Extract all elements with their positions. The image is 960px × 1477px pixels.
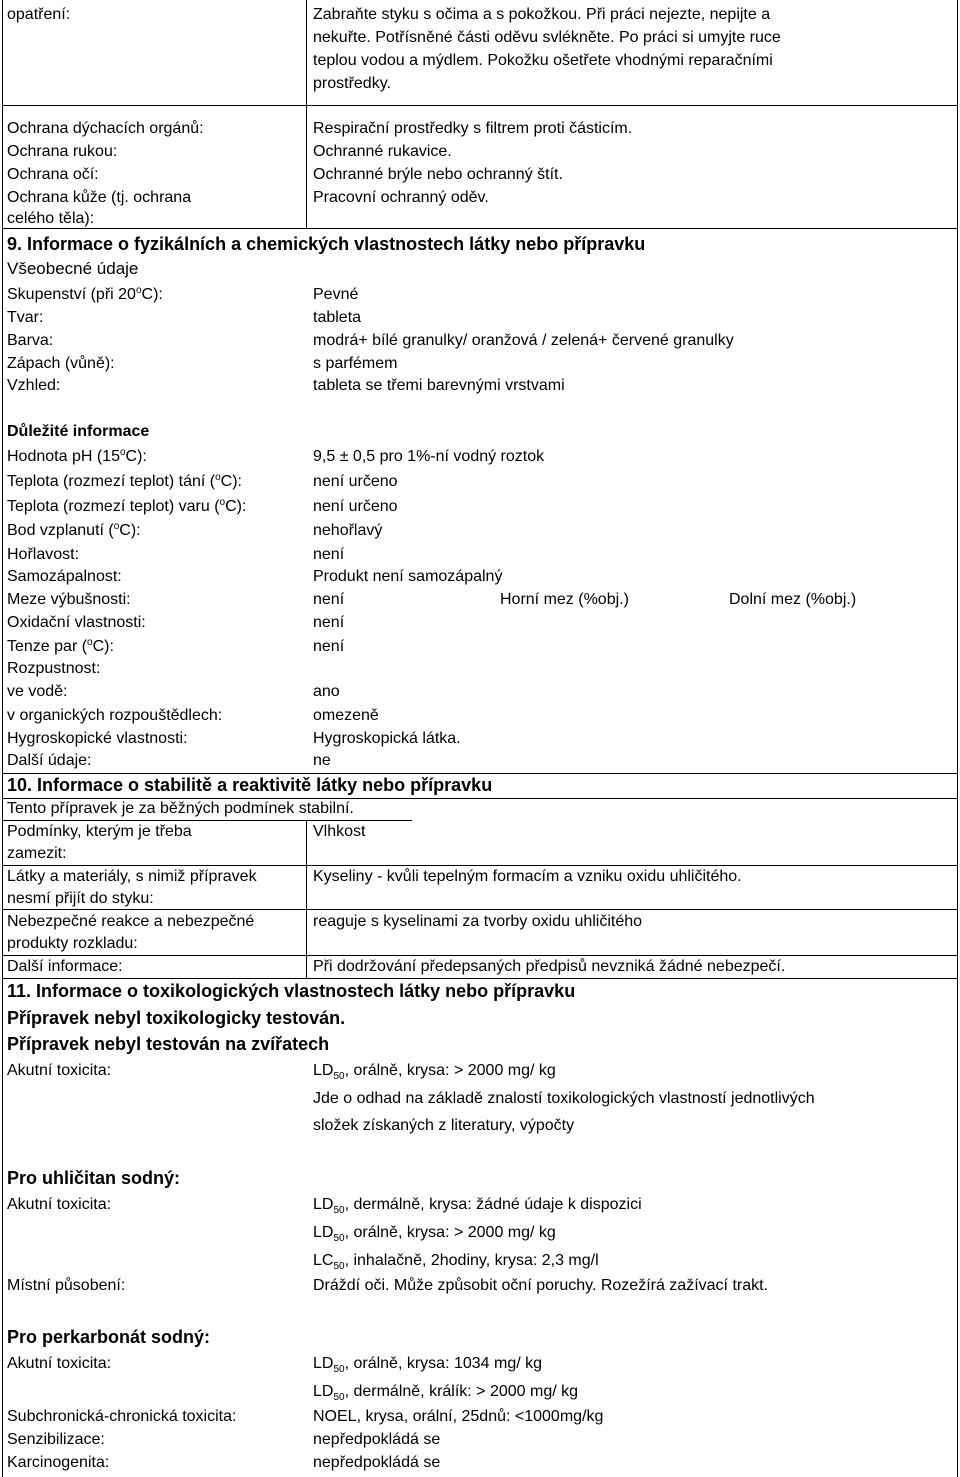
meze-value: není (313, 591, 345, 608)
divider-stable-end (2, 820, 412, 821)
reakce-label-2: produkty rozkladu: (7, 935, 138, 952)
opatreni-line-3: teplou vodou a mýdlem. Pokožku ošetřete vhodnými reparačními (313, 52, 773, 69)
dalsi-informace-label: Další informace: (7, 958, 123, 975)
skupenstvi-value: Pevné (313, 286, 359, 303)
tenze-label: Tenze par ($^o$C): (7, 637, 114, 655)
top-column-divider (306, 0, 307, 228)
protection-label-hands: Ochrana rukou: (7, 143, 118, 160)
oxidacni-value: není (313, 614, 345, 631)
rozpustnost-label: Rozpustnost: (7, 660, 101, 677)
stable-statement: Tento přípravek je za běžných podmínek stabilní. (7, 800, 354, 817)
per-value-1: $LD_{50}$, orálně, krysa: 1034 mg/ kg (313, 1355, 543, 1375)
hygro-value: Hygroskopická látka. (313, 730, 461, 747)
general-data-title: Všeobecné údaje (7, 259, 139, 278)
reakce-label-1: Nebezpečné reakce a nebezpečné (7, 913, 255, 930)
protection-label-skin-cont: celého těla): (7, 210, 95, 227)
left-border (2, 0, 3, 1477)
divider-latky (2, 909, 958, 910)
section-9-title: 9. Informace o fyzikálních a chemických vlastnostech látky nebo přípravku (7, 234, 646, 254)
not-tested-2: Přípravek nebyl testován na zvířatech (7, 1034, 330, 1054)
uhl-value-2: $LD_{50}$, orálně, krysa: > 2000 mg/ kg (313, 1224, 556, 1244)
mistni-label: Místní působení: (7, 1277, 126, 1294)
protection-label-respiratory: Ochrana dýchacích orgánů: (7, 120, 204, 137)
opatreni-line-2: nekuřte. Potřísněné části oděvu svlékněte. Po práci si umyjte ruce (313, 29, 781, 46)
tani-label: Teplota (rozmezí teplot) tání ($^o$C): (7, 472, 242, 490)
prep-note-1: Jde o odhad na základě znalostí toxikologických vlastností jednotlivých (313, 1090, 815, 1107)
hygro-label: Hygroskopické vlastnosti: (7, 730, 188, 747)
varu-label: Teplota (rozmezí teplot) varu ($^o$C): (7, 497, 247, 515)
perkarbonat-title: Pro perkarbonát sodný: (7, 1327, 211, 1347)
section-10-title: 10. Informace o stabilitě a reaktivitě látky nebo přípravku (7, 775, 493, 795)
vzhled-label: Vzhled: (7, 377, 61, 394)
subchron-value: NOEL, krysa, orální, 25dnů: <1000mg/kg (313, 1408, 604, 1425)
right-border (957, 0, 958, 1477)
voda-label: ve vodě: (7, 683, 68, 700)
vzplanuti-label: Bod vzplanutí ($^o$C): (7, 521, 141, 539)
section-11-title: 11. Informace o toxikologických vlastnostech látky nebo přípravku (7, 981, 576, 1001)
prep-ld-value: $LD_{50}$, orálně, krysa: > 2000 mg/ kg (313, 1062, 556, 1082)
varu-value: není určeno (313, 498, 398, 515)
prep-akut-label: Akutní toxicita: (7, 1062, 112, 1079)
tvar-value: tableta (313, 309, 362, 326)
divider-section-11 (2, 978, 958, 979)
uhlicitan-title: Pro uhličitan sodný: (7, 1168, 181, 1188)
voda-value: ano (313, 683, 340, 700)
organic-value: omezeně (313, 707, 379, 724)
karc-label: Karcinogenita: (7, 1454, 110, 1471)
not-tested-1: Přípravek nebyl toxikologicky testován. (7, 1008, 346, 1028)
tvar-label: Tvar: (7, 309, 44, 326)
protection-value-respiratory: Respirační prostředky s filtrem proti částicím. (313, 120, 633, 137)
uhl-akut-label: Akutní toxicita: (7, 1196, 112, 1213)
protection-value-eyes: Ochranné brýle nebo ochranný štít. (313, 166, 563, 183)
vzhled-value: tableta se třemi barevnými vrstvami (313, 377, 565, 394)
skupenstvi-label: Skupenství (při 20$^o$C): (7, 285, 163, 303)
protection-value-hands: Ochranné rukavice. (313, 143, 452, 160)
oxidacni-label: Oxidační vlastnosti: (7, 614, 146, 631)
opatreni-label: opatření: (7, 6, 71, 23)
tani-value: není určeno (313, 473, 398, 490)
horlavost-label: Hořlavost: (7, 546, 80, 563)
meze-label: Meze výbušnosti: (7, 591, 131, 608)
mistni-value: Dráždí oči. Může způsobit oční poruchy. Rozežírá zažívací trakt. (313, 1277, 768, 1294)
zapach-value: s parfémem (313, 355, 398, 372)
protection-value-skin: Pracovní ochranný oděv. (313, 189, 489, 206)
protection-label-eyes: Ochrana očí: (7, 166, 99, 183)
per-value-2: $LD_{50}$, dermálně, králík: > 2000 mg/ kg (313, 1383, 579, 1403)
uhl-value-3: $LC_{50}$, inhalačně, 2hodiny, krysa: 2,3 mg/l (313, 1252, 599, 1272)
uhl-value-1: $LD_{50}$, dermálně, krysa: žádné údaje k dispozici (313, 1196, 642, 1216)
subchron-label: Subchronická-chronická toxicita: (7, 1408, 237, 1425)
organic-label: v organických rozpouštědlech: (7, 707, 223, 724)
reakce-value: reaguje s kyselinami za tvorby oxidu uhličitého (313, 913, 643, 930)
opatreni-line-1: Zabraňte styku s očima a s pokožkou. Při práci nejezte, nepijte a (313, 6, 771, 23)
latky-value: Kyseliny - kvůli tepelným formacím a vzniku oxidu uhličitého. (313, 868, 742, 885)
latky-label-1: Látky a materiály, s nimiž přípravek (7, 868, 257, 885)
samozapalnost-label: Samozápalnost: (7, 568, 122, 585)
barva-label: Barva: (7, 332, 54, 349)
opatreni-line-4: prostředky. (313, 75, 391, 92)
barva-value: modrá+ bílé granulky/ oranžová / zelená+ červené granulky (313, 332, 734, 349)
protection-label-skin: Ochrana kůže (tj. ochrana (7, 189, 192, 206)
vzplanuti-value: nehořlavý (313, 522, 383, 539)
karc-value: nepředpokládá se (313, 1454, 441, 1471)
meze-horni: Horní mez (%obj.) (500, 591, 629, 608)
dalsi-informace-value: Při dodržování předepsaných předpisů nevzniká žádné nebezpečí. (313, 958, 786, 975)
tenze-value: není (313, 638, 345, 655)
per-akut-label: Akutní toxicita: (7, 1355, 112, 1372)
divider-podminky (2, 865, 958, 866)
senz-label: Senzibilizace: (7, 1431, 105, 1448)
ph-value: 9,5 ± 0,5 pro 1%-ní vodný roztok (313, 448, 545, 465)
samozapalnost-value: Produkt není samozápalný (313, 568, 503, 585)
prep-note-2: složek získaných z literatury, výpočty (313, 1117, 575, 1134)
horlavost-value: není (313, 546, 345, 563)
divider-opatreni (2, 105, 958, 106)
zapach-label: Zápach (vůně): (7, 355, 115, 372)
latky-label-2: nesmí přijít do styku: (7, 890, 154, 907)
important-info-title: Důležité informace (7, 423, 150, 440)
divider-reakce (2, 955, 958, 956)
podminky-label-2: zamezit: (7, 845, 67, 862)
senz-value: nepředpokládá se (313, 1431, 441, 1448)
dalsi-udaje-value: ne (313, 752, 331, 769)
podminky-label-1: Podmínky, kterým je třeba (7, 823, 192, 840)
podminky-value: Vlhkost (313, 823, 366, 840)
meze-dolni: Dolní mez (%obj.) (729, 591, 857, 608)
divider-section-9 (2, 228, 958, 229)
ph-label: Hodnota pH (15$^o$C): (7, 447, 147, 465)
dalsi-udaje-label: Další údaje: (7, 752, 92, 769)
